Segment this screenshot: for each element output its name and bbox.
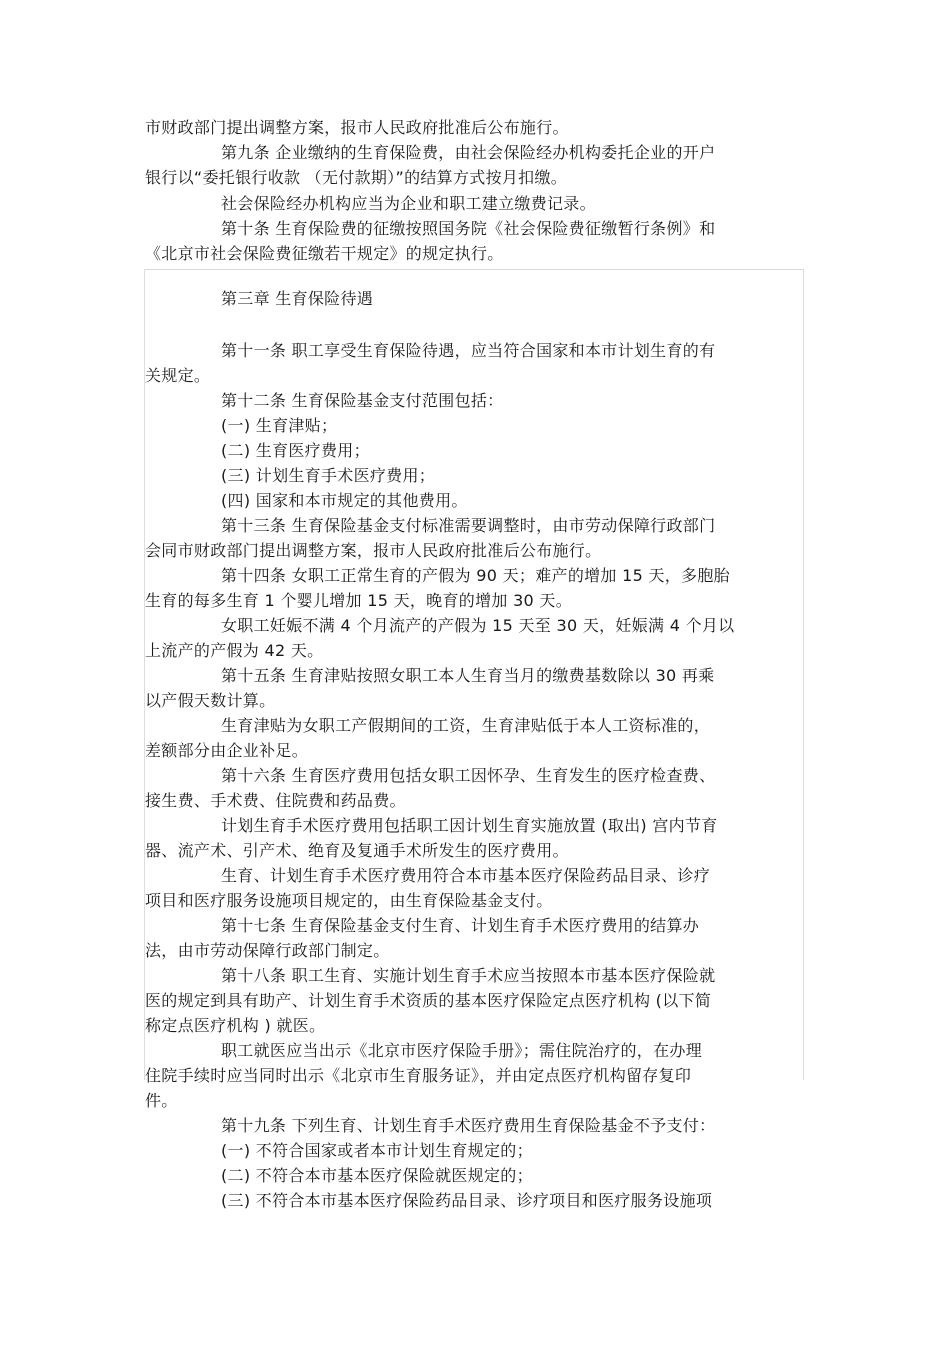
text-line: (二) 不符合本市基本医疗保险就医规定的；	[221, 1166, 533, 1185]
text-line: 以产假天数计算。	[145, 691, 276, 710]
text-line: (一) 不符合国家或者本市计划生育规定的；	[221, 1141, 533, 1160]
text-line: 计划生育手术医疗费用包括职工因计划生育实施放置 (取出) 宫内节育	[221, 816, 718, 835]
text-line: 生育津贴为女职工产假期间的工资，生育津贴低于本人工资标准的，	[221, 716, 711, 735]
text-line: 第十五条 生育津贴按照女职工本人生育当月的缴费基数除以 30 再乘	[221, 666, 715, 685]
text-line: 第十四条 女职工正常生育的产假为 90 天；难产的增加 15 天，多胞胎	[221, 566, 730, 585]
text-line: 差额部分由企业补足。	[145, 741, 309, 760]
text-line: 第十条 生育保险费的征缴按照国务院《社会保险费征缴暂行条例》和	[221, 219, 716, 238]
text-line: 第十七条 生育保险基金支付生育、计划生育手术医疗费用的结算办	[221, 916, 700, 935]
text-line: 银行以“委托银行收款 （无付款期）”的结算方式按月扣缴。	[145, 168, 568, 187]
text-line: 第十一条 职工享受生育保险待遇，应当符合国家和本市计划生育的有	[221, 341, 716, 360]
text-line: 医的规定到具有助产、计划生育手术资质的基本医疗保险定点医疗机构 (以下简	[145, 991, 712, 1010]
text-line: 会同市财政部门提出调整方案，报市人民政府批准后公布施行。	[145, 541, 602, 560]
text-line: (一) 生育津贴；	[221, 416, 338, 435]
text-line: (三) 不符合本市基本医疗保险药品目录、诊疗项目和医疗服务设施项	[221, 1191, 713, 1210]
text-line: 关规定。	[145, 366, 211, 385]
chapter-heading: 第三章 生育保险待遇	[221, 289, 374, 308]
text-line: 《北京市社会保险费征缴若干规定》的规定执行。	[145, 244, 504, 263]
text-line: 第十八条 职工生育、实施计划生育手术应当按照本市基本医疗保险就	[221, 966, 716, 985]
text-line: 器、流产术、引产术、绝育及复通手术所发生的医疗费用。	[145, 841, 569, 860]
text-line: 项目和医疗服务设施项目规定的，由生育保险基金支付。	[145, 891, 553, 910]
text-line: 社会保险经办机构应当为企业和职工建立缴费记录。	[221, 194, 596, 213]
text-line: (三) 计划生育手术医疗费用；	[221, 466, 436, 485]
text-line: 接生费、手术费、住院费和药品费。	[145, 791, 406, 810]
text-line: 称定点医疗机构 ) 就医。	[145, 1016, 326, 1035]
text-line: (四) 国家和本市规定的其他费用。	[221, 491, 468, 510]
text-line: 件。	[145, 1091, 178, 1110]
text-line: 住院手续时应当同时出示《北京市生育服务证》，并由定点医疗机构留存复印	[145, 1066, 692, 1085]
text-line: 职工就医应当出示《北京市医疗保险手册》；需住院治疗的，在办理	[221, 1041, 703, 1060]
text-line: 市财政部门提出调整方案，报市人民政府批准后公布施行。	[145, 118, 569, 137]
text-line: 法，由市劳动保障行政部门制定。	[145, 941, 390, 960]
text-line: 第十六条 生育医疗费用包括女职工因怀孕、生育发生的医疗检查费、	[221, 766, 716, 785]
text-line: 第十二条 生育保险基金支付范围包括：	[221, 391, 504, 410]
text-line: 第十九条 下列生育、计划生育手术医疗费用生育保险基金不予支付：	[221, 1116, 716, 1135]
text-line: 第九条 企业缴纳的生育保险费，由社会保险经办机构委托企业的开户	[221, 143, 716, 162]
text-line: 第十三条 生育保险基金支付标准需要调整时，由市劳动保障行政部门	[221, 516, 716, 535]
text-line: 生育、计划生育手术医疗费用符合本市基本医疗保险药品目录、诊疗	[221, 866, 711, 885]
text-line: (二) 生育医疗费用；	[221, 441, 370, 460]
text-line: 女职工妊娠不满 4 个月流产的产假为 15 天至 30 天，妊娠满 4 个月以	[221, 616, 735, 635]
text-line: 生育的每多生育 1 个婴儿增加 15 天，晚育的增加 30 天。	[145, 591, 573, 610]
text-line: 上流产的产假为 42 天。	[145, 641, 324, 660]
